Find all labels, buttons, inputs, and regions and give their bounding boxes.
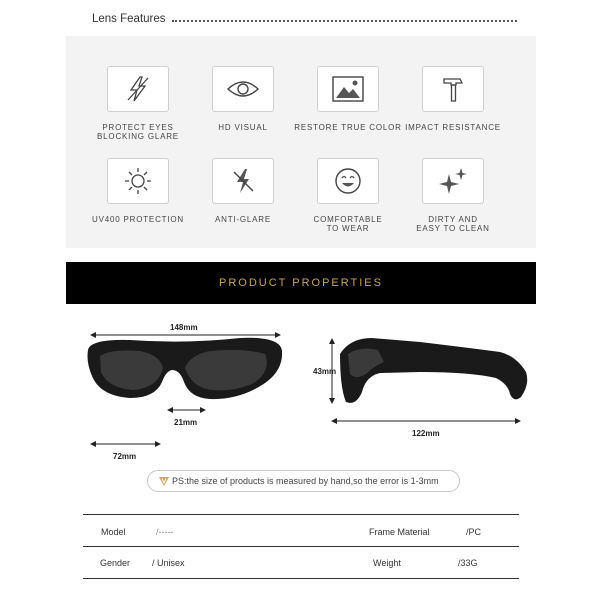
feature-label: UV400 PROTECTION	[92, 215, 184, 224]
spec-material-label: Frame Material	[369, 527, 430, 537]
spec-model-value: /-----	[156, 527, 174, 537]
feature-label: DIRTY AND EASY TO CLEAN	[416, 215, 490, 233]
feature-label: PROTECT EYES BLOCKING GLARE	[97, 123, 179, 141]
spec-top-rule	[83, 514, 519, 515]
feature-label: HD VISUAL	[218, 123, 268, 132]
dim-lens-height: 21mm	[174, 418, 198, 427]
feature-label: RESTORE TRUE COLOR	[294, 123, 402, 132]
spec-weight-value: /33G	[458, 558, 478, 568]
spec-gender-value: / Unisex	[152, 558, 185, 568]
spec-middle-rule	[83, 546, 519, 547]
dim-frame-height: 43mm	[313, 367, 337, 376]
dim-temple-length: 122mm	[412, 429, 440, 438]
spec-bottom-rule	[83, 578, 519, 579]
spec-gender-label: Gender	[100, 558, 131, 568]
spec-material-value: /PC	[466, 527, 482, 537]
spec-weight-label: Weight	[373, 558, 401, 568]
dim-width: 148mm	[170, 323, 198, 332]
feature-label: IMPACT RESISTANCE	[405, 123, 501, 132]
feature-label: COMFORTABLE TO WEAR	[313, 215, 383, 233]
glasses-side-view	[340, 338, 527, 403]
spec-model-label: Model	[101, 527, 126, 537]
measurement-notice	[147, 470, 460, 492]
banner-title: PRODUCT PROPERTIES	[219, 277, 383, 289]
v-badge-icon	[158, 475, 170, 487]
glasses-front-view	[88, 338, 283, 399]
dim-lens-width: 72mm	[113, 452, 137, 461]
lens-features-title: Lens Features	[92, 13, 166, 25]
notice-text: PS:the size of products is measured by hand,so the error is 1-3mm	[172, 476, 439, 486]
feature-label: ANTI-GLARE	[214, 215, 271, 224]
